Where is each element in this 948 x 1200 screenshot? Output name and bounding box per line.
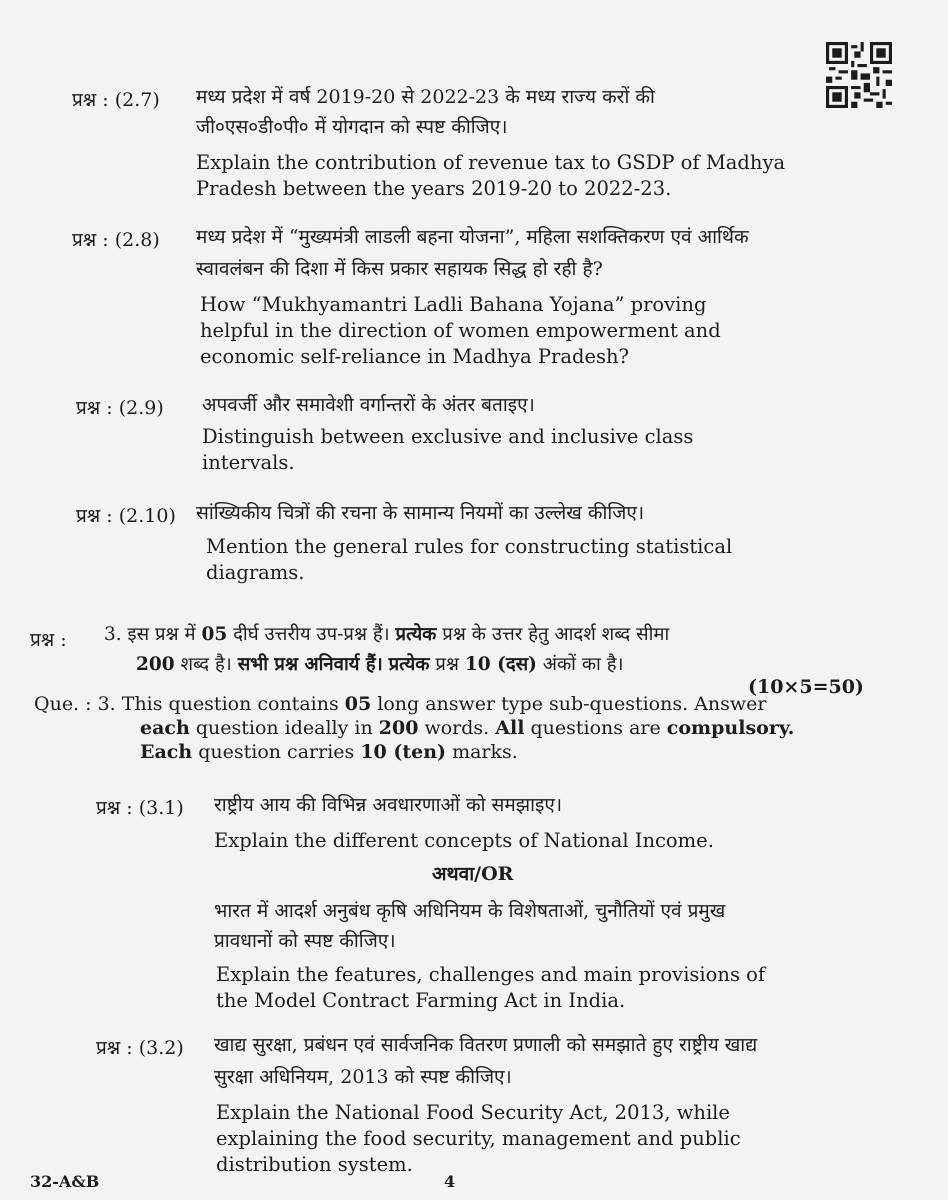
question-hindi-line: राष्ट्रीय आय की विभिन्न अवधारणाओं को समझाइए। xyxy=(214,794,563,816)
question-english-line: Explain the National Food Security Act, 2013, while xyxy=(216,1101,730,1124)
question-hindi-line: खाद्य सुरक्षा, प्रबंधन एवं सार्वजनिक वितरण प्रणाली को समझाते हुए राष्ट्रीय खाद्य xyxy=(214,1034,758,1056)
question-english-line: Mention the general rules for constructing statistical xyxy=(206,535,733,558)
question-english-line: Distinguish between exclusive and inclusive class xyxy=(202,425,694,448)
question-english-line: How “Mukhyamantri Ladli Bahana Yojana” proving xyxy=(200,293,707,316)
section-label-hindi: प्रश्न : xyxy=(30,629,67,651)
question-english-line: diagrams. xyxy=(206,561,305,584)
section-instructions-hindi-line2: 200 शब्द है। सभी प्रश्न अनिवार्य हैं। प्रत्येक प्रश्न 10 (दस) अंकों का है। xyxy=(136,654,624,675)
question-label: प्रश्न : (2.9) xyxy=(76,397,164,419)
question-hindi-line: भारत में आदर्श अनुबंध कृषि अधिनियम के विशेषताओं, चुनौतियों एवं प्रमुख xyxy=(214,900,726,922)
question-label: प्रश्न : (3.1) xyxy=(96,797,184,819)
question-label: प्रश्न : (2.10) xyxy=(76,505,176,527)
question-hindi-line: सांख्यिकीय चित्रों की रचना के सामान्य नियमों का उल्लेख कीजिए। xyxy=(196,502,645,524)
question-hindi-line: सुरक्षा अधिनियम, 2013 को स्पष्ट कीजिए। xyxy=(214,1066,512,1088)
question-hindi-line: मध्य प्रदेश में वर्ष 2019-20 से 2022-23 के मध्य राज्य करों की xyxy=(196,86,655,108)
question-hindi-line: मध्य प्रदेश में “मुख्यमंत्री लाडली बहना योजना”, महिला सशक्तिकरण एवं आर्थिक xyxy=(196,226,749,248)
question-english-line: intervals. xyxy=(202,451,295,474)
or-separator: अथवा/OR xyxy=(432,863,514,885)
section-marks: (10×5=50) xyxy=(748,676,864,698)
question-english-line: Explain the different concepts of National Income. xyxy=(214,829,714,852)
question-label: प्रश्न : (2.7) xyxy=(72,89,160,111)
question-english-line: explaining the food security, management and public xyxy=(216,1127,741,1150)
question-label: प्रश्न : (3.2) xyxy=(96,1037,184,1059)
question-hindi-line: स्वावलंबन की दिशा में किस प्रकार सहायक सिद्ध हो रही है? xyxy=(196,258,603,280)
question-english-line: Explain the contribution of revenue tax to GSDP of Madhya xyxy=(196,151,786,174)
question-english-line: the Model Contract Farming Act in India. xyxy=(216,989,626,1012)
question-english-line: economic self-reliance in Madhya Pradesh? xyxy=(200,345,629,368)
section-instructions-english-line2: each question ideally in 200 words. All questions are compulsory. xyxy=(140,717,795,739)
page-number: 4 xyxy=(444,1172,456,1191)
question-english-line: Explain the features, challenges and main provisions of xyxy=(216,963,766,986)
question-label: प्रश्न : (2.8) xyxy=(72,229,160,251)
question-hindi-line: जी०एस०डी०पी० में योगदान को स्पष्ट कीजिए। xyxy=(196,116,508,138)
section-instructions-hindi-line1: 3. इस प्रश्न में 05 दीर्घ उत्तरीय उप-प्रश्न हैं। प्रत्येक प्रश्न के उत्तर हेतु आदर्श शब्द सीमा xyxy=(104,624,670,645)
paper-code: 32-A&B xyxy=(30,1172,100,1191)
question-hindi-line: अपवर्जी और समावेशी वर्गान्तरों के अंतर बताइए। xyxy=(202,394,535,416)
question-english-line: Pradesh between the years 2019-20 to 2022-23. xyxy=(196,177,672,200)
question-hindi-line: प्रावधानों को स्पष्ट कीजिए। xyxy=(214,930,396,952)
qr-code-icon xyxy=(826,42,892,108)
section-instructions-english-line1: Que. : 3. This question contains 05 long answer type sub-questions. Answer xyxy=(34,693,767,715)
section-instructions-english-line3: Each question carries 10 (ten) marks. xyxy=(140,741,518,763)
question-english-line: distribution system. xyxy=(216,1153,413,1176)
question-english-line: helpful in the direction of women empowerment and xyxy=(200,319,721,342)
